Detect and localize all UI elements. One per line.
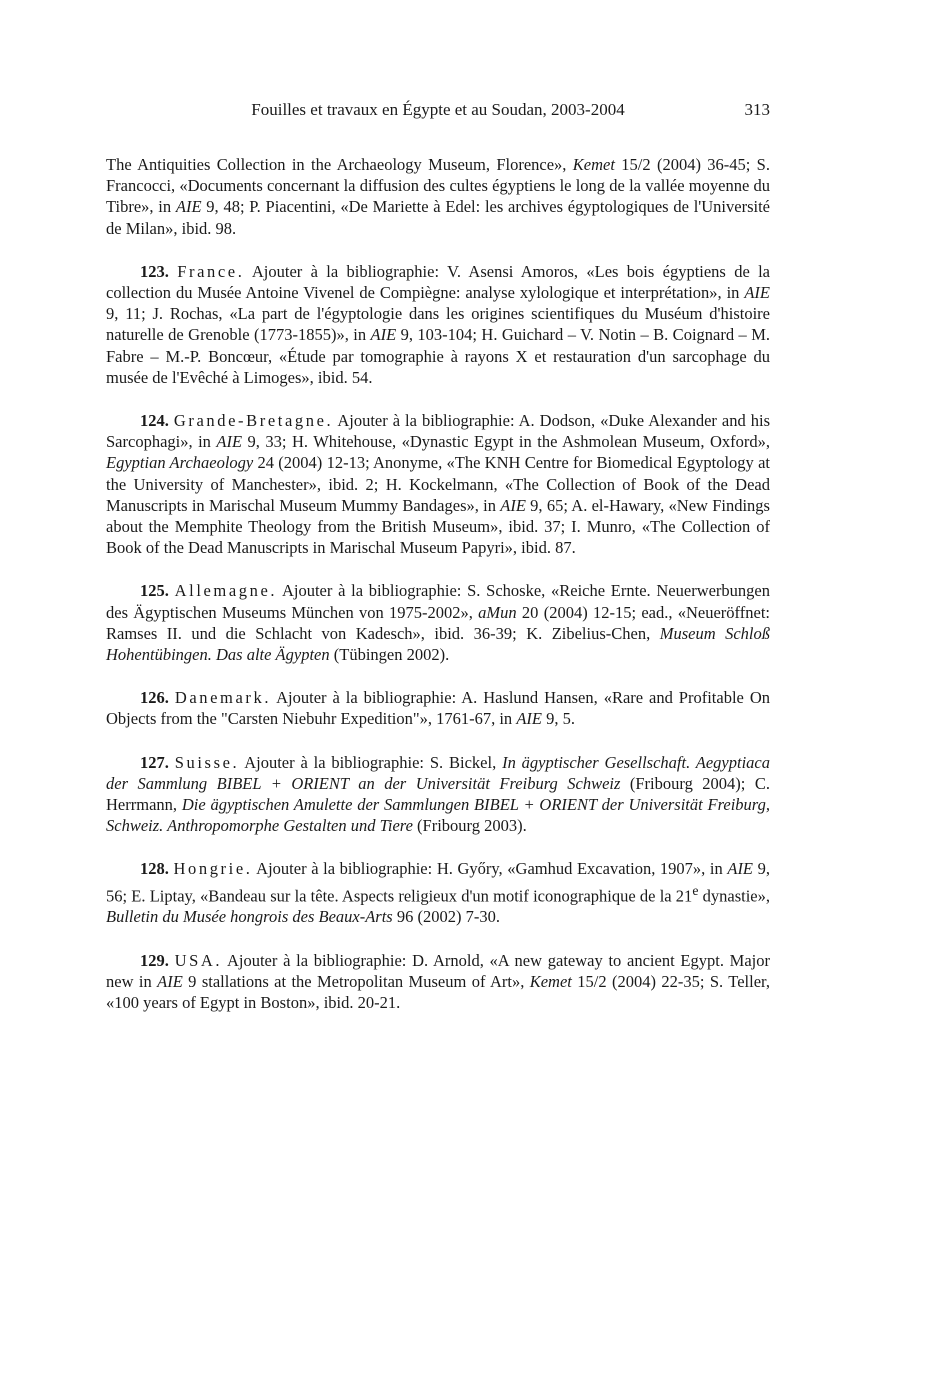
italic-title: AIE <box>370 325 397 345</box>
italic-title: Kemet <box>572 155 615 174</box>
italic-title: aMun <box>478 602 517 622</box>
entry-country: France. <box>177 261 245 281</box>
text-run: 24 (2004) 12-13; Anonyme, «The KNH Centre for Biomedical Egyptology at the University of Manchester», ibid. 2; H. Kockelmann, «The Collection of Book of the Dead Manuscripts in Marischal Museum Mummy Bandages», in <box>106 453 770 515</box>
italic-title: AIE <box>727 859 754 879</box>
text-run: 96 (2002) 7-30. <box>392 907 500 927</box>
text-run: Ajouter à la bibliographie: A. Dodson, «Duke Alexander and his Sarcophagi», in <box>106 411 770 452</box>
entry-number: 124. <box>140 411 169 431</box>
entry-number: 128. <box>140 859 169 879</box>
entry-paragraph <box>106 950 770 1014</box>
text-run: Ajouter à la bibliographie: S. Bickel, <box>239 752 503 772</box>
text-run: 9, 56; E. Liptay, «Bandeau sur la tête. Aspects religieux d'un motif iconographique de la 21 <box>106 859 770 906</box>
entry-number: 123. <box>140 261 169 281</box>
text-run: 15/2 (2004) 36-45; S. Francocci, «Documents concernant la diffusion des cultes égyptiens le long de la vallée moyenne du Tibre», in <box>106 155 770 217</box>
entry-number: 125. <box>140 581 169 601</box>
text-run: 9 stallations at the Metropolitan Museum of Art», <box>182 971 530 991</box>
text-run: Ajouter à la bibliographie: D. Arnold, «A new gateway to ancient Egypt. Major new in <box>106 950 770 991</box>
entry-paragraph <box>106 687 770 729</box>
text-run: dynastie», <box>698 886 770 906</box>
running-title: Fouilles et travaux en Égypte et au Soudan, 2003-2004 <box>251 100 625 119</box>
text-run: (Fribourg 2003). <box>412 816 527 836</box>
italic-title: Bulletin du Musée hongrois des Beaux-Arts <box>106 907 393 927</box>
entry-number: 129. <box>140 950 169 970</box>
page-number: 313 <box>744 100 770 119</box>
italic-title: AIE <box>175 197 202 217</box>
text-run: 9, 33; H. Whitehouse, «Dynastic Egypt in the Ashmolean Museum, Oxford», <box>242 432 770 452</box>
entry-paragraph <box>106 580 770 665</box>
text-run: 9, 5. <box>541 709 575 729</box>
continuation-paragraph <box>106 154 770 239</box>
text-run: (Fribourg 2004); C. Herrmann, <box>106 773 770 815</box>
text-run: The Antiquities Collection in the Archaeology Museum, Florence», <box>106 155 573 174</box>
text-run: 9, 48; P. Piacentini, «De Mariette à Edel: les archives égyptologiques de l'Université de Milan», ibid. 98. <box>106 197 770 238</box>
italic-title: Egyptian Archaeology <box>106 453 254 473</box>
superscript: e <box>692 882 699 898</box>
text-run: (Tübingen 2002). <box>329 645 450 665</box>
text-run: Ajouter à la bibliographie: S. Schoske, «Reiche Ernte. Neuerwerbungen des Ägyptischen Museums München von 1975-2002», <box>106 581 771 622</box>
italic-title: AIE <box>500 495 526 515</box>
entry-paragraph <box>106 858 770 927</box>
entry-country: Danemark. <box>174 688 272 708</box>
entry-country: USA. <box>174 950 223 970</box>
italic-title: In ägyptischer Gesellschaft. Aegyptiaca der Sammlung BIBEL + ORIENT an der Universität Freiburg Schweiz <box>106 752 770 793</box>
entry-country: Hongrie. <box>173 859 253 879</box>
text-run: 20 (2004) 12-15; ead., «Neueröffnet: Ramses II. und die Schlacht von Kadesch», ibid. 36-39; K. Zibelius-Chen, <box>106 602 770 643</box>
entry-paragraph <box>106 410 770 558</box>
entry-paragraph <box>106 261 770 388</box>
italic-title: AIE <box>744 283 770 303</box>
entry-country: Suisse. <box>174 752 240 772</box>
text-run: Ajouter à la bibliographie: A. Haslund Hansen, «Rare and Profitable On Objects from the "Carsten Niebuhr Expedition"», 1761-67, in <box>106 688 770 729</box>
italic-title: Museum Schloß Hohentübingen. Das alte Ägypten <box>106 623 770 665</box>
entry-country: Grande-Bretagne. <box>173 411 334 431</box>
italic-title: Die ägyptischen Amulette der Sammlungen BIBEL + ORIENT der Universität Freiburg, Schweiz. Anthropomorphe Gestalten und Tiere <box>106 795 770 836</box>
entry-country: Allemagne. <box>174 581 278 601</box>
text-run: Ajouter à la bibliographie: H. Győry, «Gamhud Excavation, 1907», in <box>252 859 728 879</box>
entry-number: 127. <box>140 752 169 772</box>
running-header <box>106 100 770 124</box>
text-run: 9, 103-104; H. Guichard – V. Notin – B. Coignard – M. Fabre – M.-P. Boncœur, «Étude par tomographie à rayons X et restauration d'un sarcophage du musée de l'Evêché à Limoges», ibid. 54. <box>106 325 770 387</box>
text-run: Ajouter à la bibliographie: V. Asensi Amoros, «Les bois égyptiens de la collection du Musée Antoine Vivenel de Compiègne: analyse xylologique et interprétation», in <box>106 261 771 303</box>
entry-number: 126. <box>140 688 169 708</box>
entry-list <box>106 261 770 1013</box>
italic-title: AIE <box>157 971 183 991</box>
body-text <box>106 154 770 1035</box>
entry-paragraph <box>106 752 770 837</box>
italic-title: AIE <box>516 709 542 729</box>
italic-title: Kemet <box>529 971 572 991</box>
italic-title: AIE <box>216 432 243 452</box>
text-run: 9, 11; J. Rochas, «La part de l'égyptologie dans les origines scientifiques du Muséum d'histoire naturelle de Grenoble (1773-1855)», in <box>106 304 770 345</box>
text-run: 9, 65; A. el-Hawary, «New Findings about the Memphite Theology from the British Museum», ibid. 37; I. Munro, «The Collection of Book of the Dead Manuscripts in Marischal Museum Papyri», ibid. 87. <box>106 495 770 558</box>
text-run: 15/2 (2004) 22-35; S. Teller, «100 years of Egypt in Boston», ibid. 20-21. <box>106 971 770 1012</box>
